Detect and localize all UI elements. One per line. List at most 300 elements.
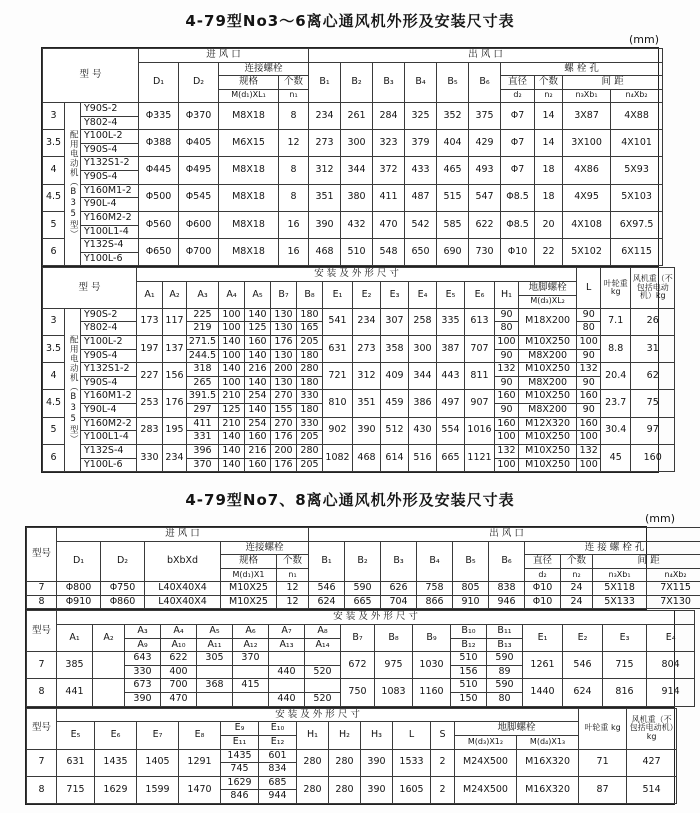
header-cell: B₄ (417, 541, 453, 581)
table-cell: 866 (417, 595, 453, 609)
table-cell: 100 (577, 458, 601, 472)
table-cell: 45 (601, 444, 631, 471)
table-cell: 90 (495, 349, 519, 363)
header-cell: B₅ (453, 541, 489, 581)
header-cell: 进 风 口 (139, 49, 309, 63)
header-cell: 规格 (219, 76, 279, 90)
table-cell: 80 (495, 322, 519, 336)
table-cell: M10X250 (519, 335, 577, 349)
table-cell: 140 (219, 444, 245, 458)
table-cell: 132 (577, 363, 601, 377)
table-cell: 100 (577, 431, 601, 445)
table-cell: M8X200 (519, 376, 577, 390)
table-cell: 137 (163, 335, 187, 362)
table-cell: 100 (219, 322, 245, 336)
table-cell: 468 (353, 444, 381, 471)
table-cell: Φ910 (57, 595, 101, 609)
header-cell: E₅ (57, 722, 95, 749)
header-cell: n₂ (561, 569, 593, 582)
table-cell: L40X40X4 (145, 595, 221, 609)
header-cell: A₁₃ (269, 638, 305, 652)
header-cell: M(d₄)X1₃ (517, 735, 579, 749)
table-cell: 125 (245, 322, 271, 336)
table-cell: 8 (27, 595, 57, 609)
header-cell: 连 接 螺 栓 孔 (525, 541, 700, 555)
table-cell: 390 (125, 693, 161, 707)
table-cell: 4 (43, 157, 65, 184)
header-cell: B₁₃ (487, 638, 523, 652)
table-cell: Φ10 (525, 595, 561, 609)
header-cell: B₁₁ (487, 624, 523, 638)
header-cell: E₄ (647, 624, 695, 651)
table-cell: 8 (279, 157, 309, 184)
table-cell: Φ500 (139, 184, 179, 211)
table-cell: 3.5 (43, 335, 65, 362)
table-cell: 8 (27, 776, 57, 803)
table-cell: 312 (309, 157, 341, 184)
table-cell: 130 (271, 376, 297, 390)
table-cell: 216 (245, 363, 271, 377)
table-cell: 704 (381, 595, 417, 609)
table2-section-inlet-outlet (25, 526, 691, 610)
header-cell: E₆ (465, 282, 495, 309)
table-cell: 130 (271, 308, 297, 322)
table-cell: 372 (373, 157, 405, 184)
header-cell: B₃ (381, 541, 417, 581)
header-cell: M(d₃)X1₂ (455, 735, 517, 749)
table-cell: 180 (297, 308, 323, 322)
table1-title: 4-79型No3～6离心通风机外形及安装尺寸表 (185, 12, 515, 30)
header-cell: n₃Xb₁ (563, 89, 611, 102)
table-cell: 254 (245, 417, 271, 431)
table-cell: 4X108 (563, 211, 611, 238)
table-cell: 351 (309, 184, 341, 211)
table-cell: 493 (469, 157, 501, 184)
table-cell: Φ560 (139, 211, 179, 238)
data-table (26, 610, 695, 706)
table-cell: 100 (495, 458, 519, 472)
table-cell: M16X320 (517, 776, 579, 803)
table-cell: 22 (535, 239, 563, 266)
table-cell: Y100L1-4 (81, 431, 137, 445)
table-cell: 100 (219, 349, 245, 363)
table-cell: 234 (309, 102, 341, 129)
table-cell: 1030 (413, 652, 451, 679)
table-cell: 297 (187, 404, 219, 418)
table-cell: 20.4 (601, 363, 631, 390)
table-cell: 225 (187, 308, 219, 322)
table-cell: 590 (345, 582, 381, 596)
table-cell: Y100L-2 (81, 335, 137, 349)
header-cell: B₃ (373, 62, 405, 102)
table-cell: Φ860 (101, 595, 145, 609)
table-cell: Φ545 (179, 184, 219, 211)
table-cell: 140 (245, 349, 271, 363)
table-cell: 205 (297, 335, 323, 349)
table-cell: Φ10 (525, 582, 561, 596)
table-cell: 470 (161, 693, 197, 707)
table-cell: 26 (631, 308, 675, 335)
table-cell: 14 (535, 130, 563, 157)
table-cell: 907 (465, 390, 495, 417)
table-cell: 390 (353, 417, 381, 444)
table-cell: 318 (187, 363, 219, 377)
table-cell: 160 (577, 417, 601, 431)
table-cell: 370 (187, 458, 219, 472)
table-cell: 8 (279, 102, 309, 129)
header-cell: 个数 (279, 76, 309, 90)
table-cell: 613 (465, 308, 495, 335)
table-cell: 176 (271, 335, 297, 349)
table-cell: 470 (373, 211, 405, 238)
table-cell: M24X500 (455, 749, 517, 776)
table-cell: 358 (381, 335, 409, 362)
header-cell: A₅ (197, 624, 233, 638)
table-cell: 100 (495, 431, 519, 445)
table-cell: 2 (431, 749, 455, 776)
table-cell: 12 (277, 595, 309, 609)
header-cell: 风机重（不包括电动机）kg (627, 708, 677, 749)
table-cell: 23.7 (601, 390, 631, 417)
table-cell: 219 (187, 322, 219, 336)
table-cell: 546 (563, 652, 603, 679)
header-cell: 出 风 口 (309, 49, 663, 63)
table-cell: M12X320 (519, 417, 577, 431)
table-cell: 273 (309, 130, 341, 157)
table-cell: 132 (495, 363, 519, 377)
table-cell: 5X102 (563, 239, 611, 266)
header-cell: 间 距 (563, 76, 663, 90)
table-cell: 838 (489, 582, 525, 596)
table-cell: 117 (163, 308, 187, 335)
table-cell: 132 (577, 444, 601, 458)
table-cell: 305 (197, 652, 233, 666)
table-cell: 707 (465, 335, 495, 362)
table-cell: M24X500 (455, 776, 517, 803)
table-cell: 90 (577, 349, 601, 363)
table-cell: 160 (245, 335, 271, 349)
table-cell: 90 (577, 376, 601, 390)
header-cell: 螺 栓 孔 (501, 62, 663, 76)
table-cell: 1082 (323, 444, 353, 471)
table-cell: 946 (489, 595, 525, 609)
table-cell: 331 (187, 431, 219, 445)
table-cell: Y100L-2 (81, 130, 139, 144)
table-cell: 180 (297, 404, 323, 418)
header-cell: E₃ (603, 624, 647, 651)
table-cell: 685 (259, 776, 297, 790)
header-cell: 型 号 (43, 268, 137, 308)
table-cell: M8X200 (519, 404, 577, 418)
table-cell: 6 (43, 444, 65, 471)
table-cell: 16 (279, 211, 309, 238)
table-cell: 176 (271, 458, 297, 472)
table-cell: Y802-4 (81, 322, 137, 336)
table-cell: 914 (647, 679, 695, 706)
header-cell: E₄ (409, 282, 437, 309)
table-cell: 3 (43, 102, 65, 129)
table-cell: 7 (27, 749, 57, 776)
table-cell: 160 (631, 444, 675, 471)
table-cell: 834 (259, 763, 297, 777)
header-cell: B₁ (309, 62, 341, 102)
table-cell: 441 (57, 679, 93, 706)
header-cell: A₈ (305, 624, 341, 638)
table-cell: 62 (631, 363, 675, 390)
header-cell: H₁ (495, 282, 519, 309)
table-cell: 512 (381, 417, 409, 444)
table-cell: 140 (219, 335, 245, 349)
table-cell: 100 (219, 376, 245, 390)
table-cell: 7X115 (647, 582, 700, 596)
table-cell: 5X118 (593, 582, 647, 596)
table-cell: 429 (469, 130, 501, 157)
header-cell: B₈ (297, 282, 323, 309)
table-cell: 330 (297, 390, 323, 404)
table-cell: 125 (219, 404, 245, 418)
table-cell: 253 (137, 390, 163, 417)
header-cell: B₈ (375, 624, 413, 651)
table-cell: 7.1 (601, 308, 631, 335)
table-cell: Y100L-6 (81, 252, 139, 266)
header-cell: 直径 (525, 555, 561, 569)
table-cell: 265 (187, 376, 219, 390)
table2-title: 4-79型No7、8离心通风机外形及安装尺寸表 (185, 491, 515, 510)
table-cell: Y90S-2 (81, 308, 137, 322)
table-cell: 283 (137, 417, 163, 444)
table-cell: 391.5 (187, 390, 219, 404)
table-cell: 468 (309, 239, 341, 266)
table-cell: Φ8.5 (501, 184, 535, 211)
table-cell: 1160 (413, 679, 451, 706)
table-cell: 715 (57, 776, 95, 803)
table-cell: 745 (221, 763, 259, 777)
table-cell: 672 (341, 652, 375, 679)
table-cell: Y160M1-2 (81, 390, 137, 404)
table-cell: 261 (341, 102, 373, 129)
header-cell: B₁ (309, 541, 345, 581)
table-cell: 80 (487, 693, 523, 707)
table-cell: 1405 (137, 749, 179, 776)
header-cell: A₁₁ (197, 638, 233, 652)
header-cell: 型 号 (43, 49, 139, 103)
table-cell: 配用电动机（B35型） (65, 102, 81, 266)
table-cell: 300 (409, 335, 437, 362)
table-cell: 816 (603, 679, 647, 706)
header-cell: L (393, 722, 431, 749)
table-cell: 200 (271, 444, 297, 458)
table-cell: 1470 (179, 776, 221, 803)
table-cell: 1083 (375, 679, 413, 706)
table-cell: 4X101 (611, 130, 663, 157)
table-cell: 516 (409, 444, 437, 471)
table1-section-inlet-outlet (41, 47, 659, 267)
table-cell: M10X250 (519, 458, 577, 472)
table-cell: 430 (409, 417, 437, 444)
table-cell: 721 (323, 363, 353, 390)
table-cell: 846 (221, 790, 259, 804)
header-cell: n₄Xb₂ (611, 89, 663, 102)
table-cell: 415 (233, 679, 269, 693)
table-cell: 180 (297, 376, 323, 390)
table-cell: 510 (451, 652, 487, 666)
table-cell: 176 (271, 431, 297, 445)
table-cell: 323 (373, 130, 405, 157)
table-cell: 155 (271, 404, 297, 418)
table-cell: 325 (405, 102, 437, 129)
table-cell: 4.5 (43, 184, 65, 211)
header-cell: E₂ (563, 624, 603, 651)
table-cell: 1599 (137, 776, 179, 803)
table-cell: 440 (269, 693, 305, 707)
table-cell: 396 (187, 444, 219, 458)
header-cell: 规格 (221, 555, 277, 569)
table-cell: 90 (577, 404, 601, 418)
table-cell: 673 (125, 679, 161, 693)
table-cell: Φ370 (179, 102, 219, 129)
table-cell: M8X18 (219, 239, 279, 266)
table-cell: 4X88 (611, 102, 663, 129)
table-cell: 432 (341, 211, 373, 238)
table-cell: 624 (309, 595, 345, 609)
header-cell: E₆ (95, 722, 137, 749)
table-cell: Y802-4 (81, 116, 139, 130)
table-cell: 386 (409, 390, 437, 417)
header-cell: A₃ (187, 282, 219, 309)
table-cell: M10X250 (519, 390, 577, 404)
header-cell: H₃ (361, 722, 393, 749)
table-cell: Y90L-4 (81, 404, 137, 418)
table-cell: Φ800 (57, 582, 101, 596)
table-cell: 18 (535, 184, 563, 211)
table-cell: 100 (495, 335, 519, 349)
table-cell: 30.4 (601, 417, 631, 444)
table-cell: 4.5 (43, 390, 65, 417)
table-cell: 5X93 (611, 157, 663, 184)
header-cell: 连接螺栓 (221, 541, 309, 555)
header-cell: E₉ (221, 722, 259, 736)
header-cell: 安 装 及 外 形 尺 寸 (57, 611, 695, 625)
header-cell: n₄Xb₂ (647, 569, 700, 582)
header-cell: A₂ (93, 624, 125, 651)
table-cell: 5 (43, 211, 65, 238)
table-cell: Φ10 (501, 239, 535, 266)
table-cell: 300 (341, 130, 373, 157)
header-cell: B₂ (345, 541, 381, 581)
header-cell: E₁₀ (259, 722, 297, 736)
header-cell: n₃Xb₁ (593, 569, 647, 582)
table-cell: Φ650 (139, 239, 179, 266)
table-cell: M16X320 (517, 749, 579, 776)
table-cell: 750 (341, 679, 375, 706)
table-cell: 601 (259, 749, 297, 763)
table-cell: 150 (451, 693, 487, 707)
header-cell: E₅ (437, 282, 465, 309)
table-cell: 160 (245, 458, 271, 472)
table-cell: 140 (219, 363, 245, 377)
table2-unit-label: (mm) (644, 512, 675, 526)
header-cell: B₄ (405, 62, 437, 102)
table-cell: 307 (381, 308, 409, 335)
header-cell: 型号 (27, 708, 57, 749)
table-cell: Φ750 (101, 582, 145, 596)
table-cell: 1440 (523, 679, 563, 706)
header-cell: B₉ (413, 624, 451, 651)
header-cell: 连接螺栓 (219, 62, 309, 76)
table-cell: 3 (43, 308, 65, 335)
table-cell: 631 (57, 749, 95, 776)
table-cell: 385 (57, 652, 93, 679)
table-cell: 90 (495, 376, 519, 390)
table-cell: 380 (341, 184, 373, 211)
header-cell: bXbXd (145, 541, 221, 581)
table-cell: Y132S-4 (81, 239, 139, 253)
table-cell: M6X15 (219, 130, 279, 157)
header-cell: E₃ (381, 282, 409, 309)
header-cell: 风机重（不包括电动机）kg (631, 268, 675, 308)
table-cell: 100 (577, 335, 601, 349)
table-cell: 910 (453, 595, 489, 609)
table-cell: 370 (233, 652, 269, 666)
table-cell: 330 (137, 444, 163, 471)
table-cell: 387 (437, 335, 465, 362)
table-cell: 8.8 (601, 335, 631, 362)
table-cell: 614 (381, 444, 409, 471)
header-cell: D₁ (57, 541, 101, 581)
table-cell: Y132S-4 (81, 444, 137, 458)
table-cell: 427 (627, 749, 677, 776)
table-cell: 6X97.5 (611, 211, 663, 238)
header-cell: n₂ (535, 89, 563, 102)
header-cell: E₂ (353, 282, 381, 309)
header-cell: d₂ (501, 89, 535, 102)
table-cell: 75 (631, 390, 675, 417)
table-cell: 520 (305, 693, 341, 707)
table-cell: Y100L-6 (81, 458, 137, 472)
header-cell: A₁₀ (161, 638, 197, 652)
header-cell: A₇ (269, 624, 305, 638)
table-cell: 440 (269, 665, 305, 679)
table-cell: Φ7 (501, 157, 535, 184)
table1-unit-label: (mm) (628, 33, 659, 46)
header-cell: A₅ (245, 282, 271, 309)
table-cell: M10X25 (221, 595, 277, 609)
table-cell: 902 (323, 417, 353, 444)
table-cell: Y160M2-2 (81, 417, 137, 431)
table-cell: 24 (561, 595, 593, 609)
table-cell: 548 (373, 239, 405, 266)
table-cell: 90 (495, 404, 519, 418)
table-cell: 1533 (393, 749, 431, 776)
table-cell: 160 (577, 390, 601, 404)
table-cell: 280 (297, 749, 329, 776)
table-cell (197, 693, 233, 707)
table-cell: 626 (381, 582, 417, 596)
table-cell: 665 (345, 595, 381, 609)
table-cell: Y132S1-2 (81, 157, 139, 171)
table-cell: 71 (579, 749, 627, 776)
table-cell: 6 (43, 239, 65, 266)
table-cell: 465 (437, 157, 469, 184)
table-cell: 375 (469, 102, 501, 129)
table2-section-mounting-dims-2 (25, 708, 675, 805)
table-cell: 18 (535, 157, 563, 184)
table-cell: 344 (409, 363, 437, 390)
table-cell: Φ335 (139, 102, 179, 129)
table-cell: 130 (271, 349, 297, 363)
table-cell: 3.5 (43, 130, 65, 157)
table-cell: 197 (137, 335, 163, 362)
